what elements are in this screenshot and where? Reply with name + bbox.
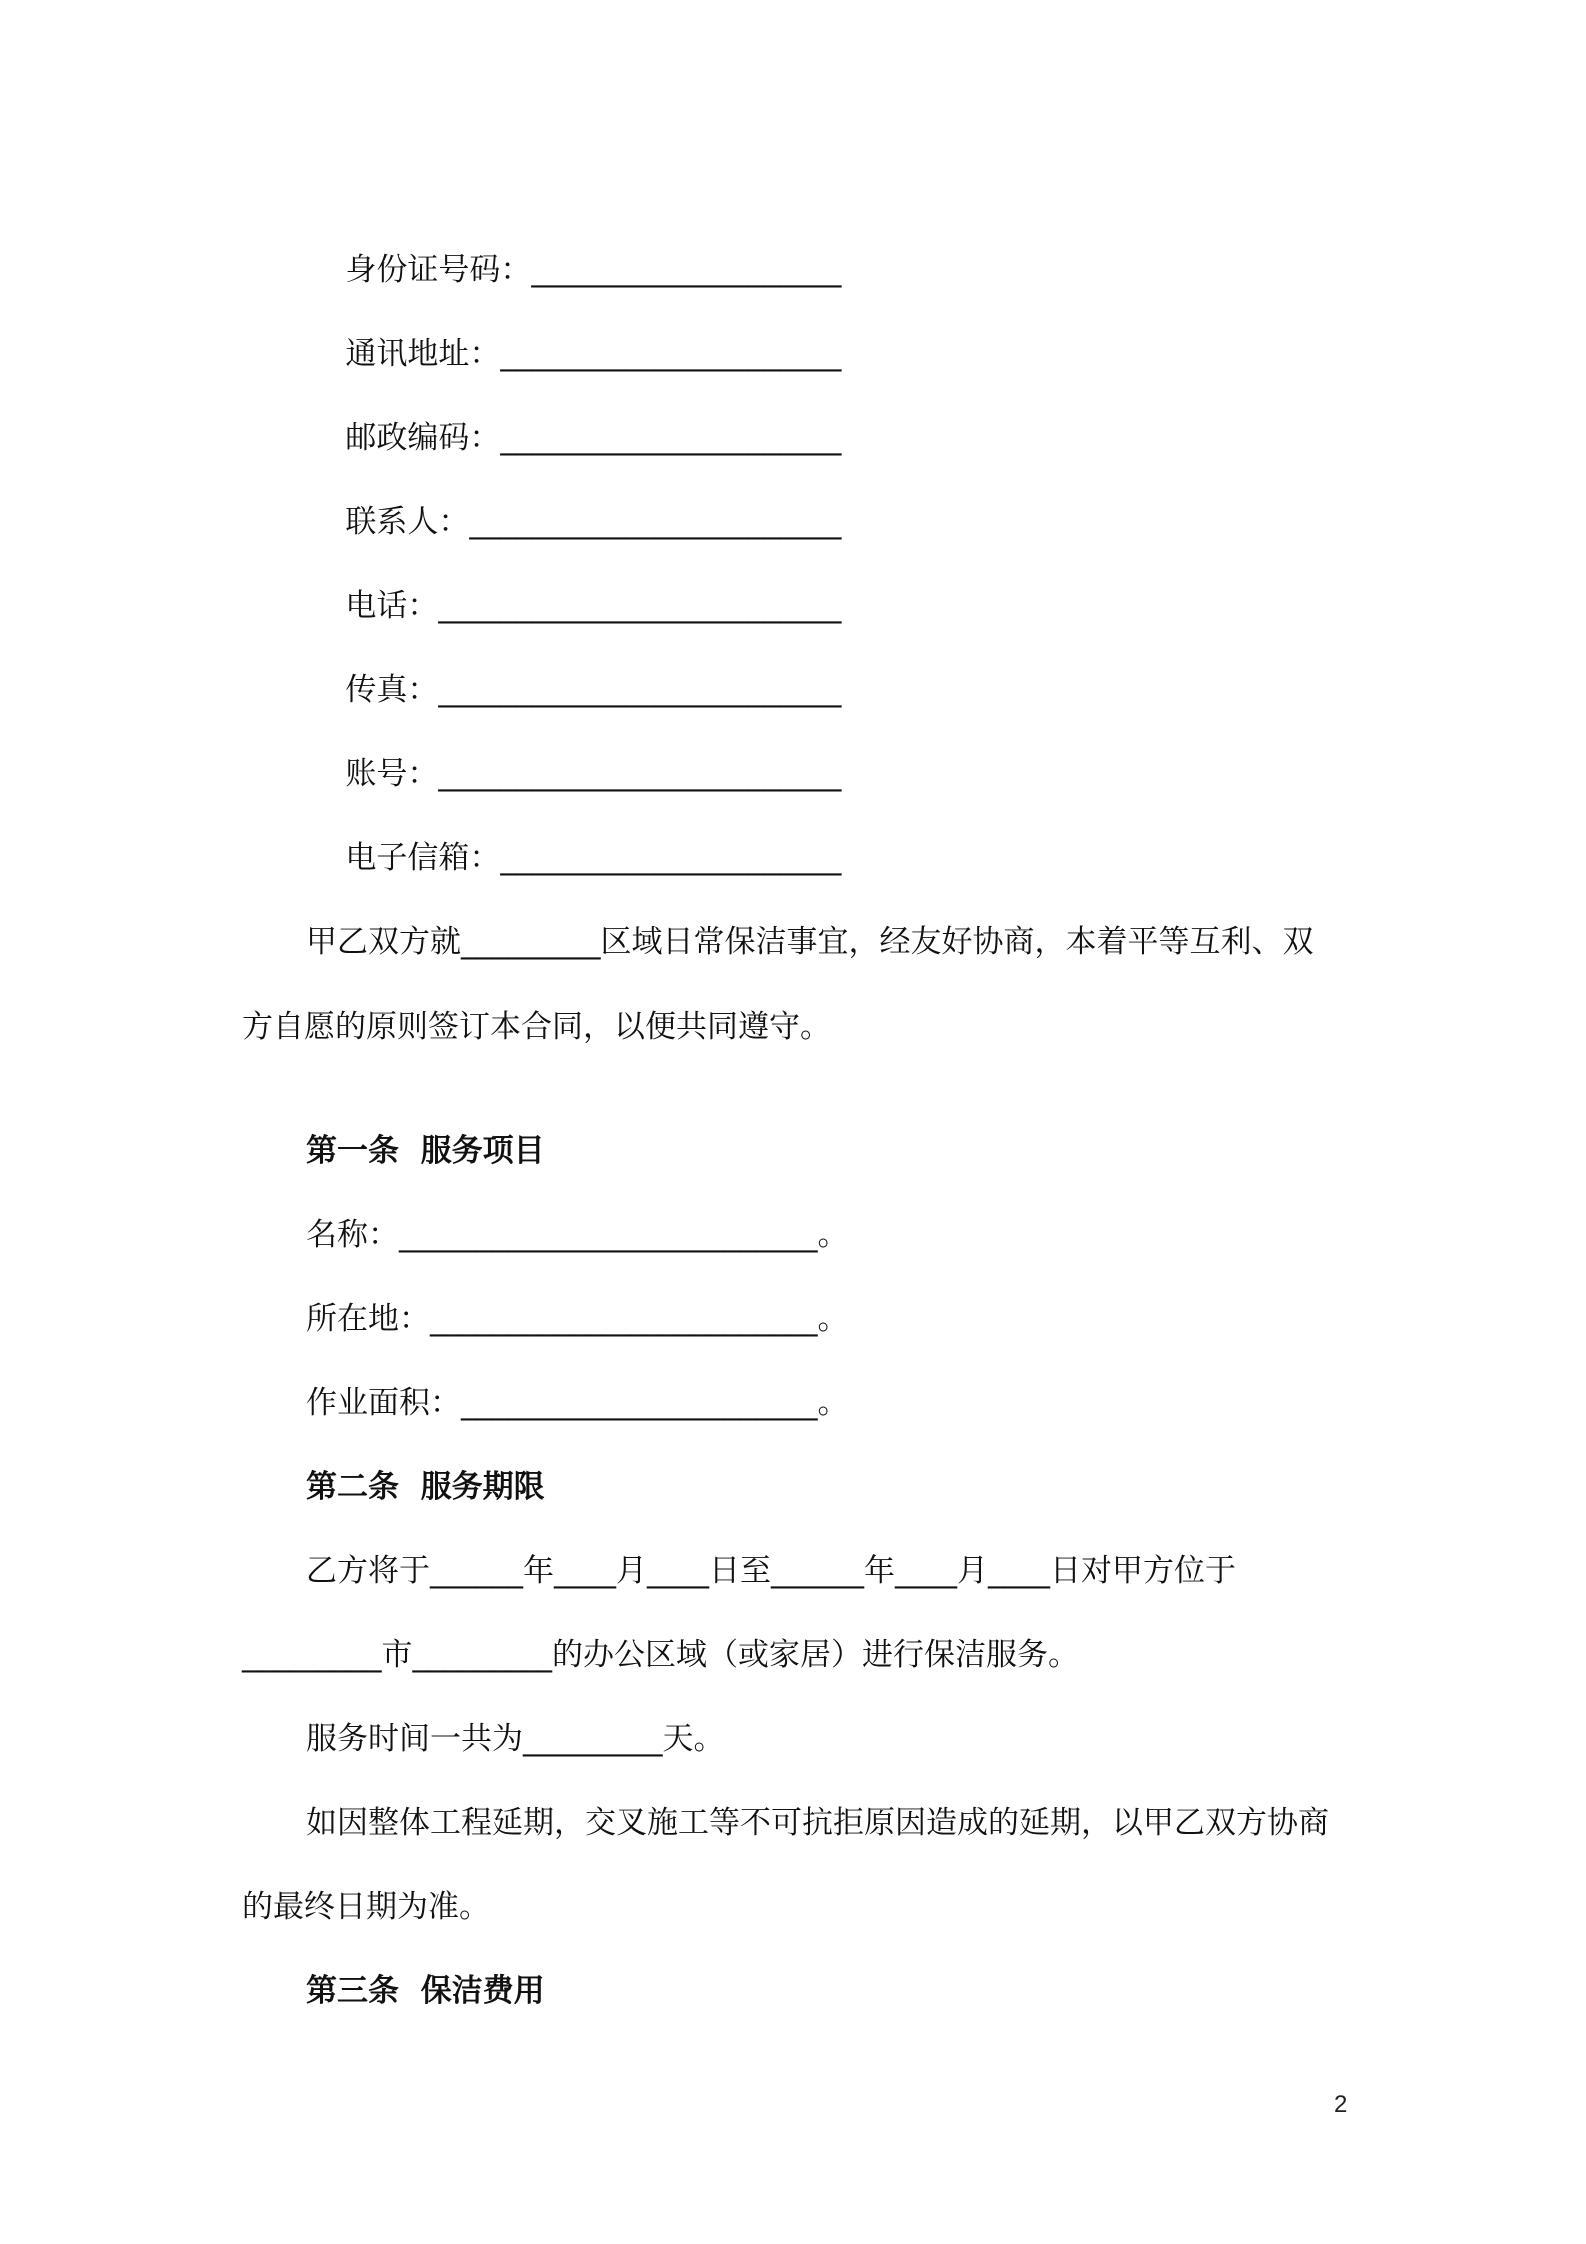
delay-clause-line-2: 的最终日期为准。 [242, 1889, 490, 1925]
id-number-blank: ____________________ [531, 252, 842, 288]
mailing-address-blank: ______________________ [500, 336, 842, 372]
contact-person-blank: ________________________ [469, 504, 842, 540]
article-2-heading: 第二条 服务期限 [306, 1469, 545, 1505]
service-period-line-1: 乙方将于______年____月____日至______年____月____日对甲方位于 [306, 1553, 1236, 1589]
account-label: 账号： [345, 756, 439, 792]
total-service-days: 服务时间一共为_________天。 [306, 1721, 725, 1757]
intro-paragraph-line-1: 甲乙双方就_________区域日常保洁事宜，经友好协商，本着平等互利、双 [306, 924, 1314, 960]
article-1-heading: 第一条 服务项目 [306, 1133, 545, 1169]
delay-clause-line-1: 如因整体工程延期，交叉施工等不可抗拒原因造成的延期，以甲乙双方协商 [306, 1805, 1329, 1841]
service-location-item: 所在地：_________________________。 [306, 1301, 849, 1337]
phone-label: 电话： [345, 588, 439, 624]
work-area-item: 作业面积：_______________________。 [306, 1385, 849, 1421]
phone-blank: __________________________ [438, 588, 842, 624]
postal-code-label: 邮政编码： [345, 420, 501, 456]
mailing-address-label: 通讯地址： [345, 336, 501, 372]
email-label: 电子信箱： [345, 840, 501, 876]
account-blank: __________________________ [438, 756, 842, 792]
fax-label: 传真： [345, 672, 439, 708]
service-period-line-2: _________市_________的办公区域（或家居）进行保洁服务。 [242, 1637, 1079, 1673]
id-number-label: 身份证号码： [345, 252, 532, 288]
email-blank: ______________________ [500, 840, 842, 876]
postal-code-blank: ______________________ [500, 420, 842, 456]
fax-blank: __________________________ [438, 672, 842, 708]
intro-paragraph-line-2: 方自愿的原则签订本合同，以便共同遵守。 [242, 1009, 831, 1045]
contact-person-label: 联系人： [345, 504, 470, 540]
email-field [306, 798, 841, 918]
article-3-heading: 第三条 保洁费用 [306, 1973, 545, 2009]
service-name-item: 名称：___________________________。 [306, 1217, 849, 1253]
page-number: 2 [1334, 2091, 1348, 2118]
